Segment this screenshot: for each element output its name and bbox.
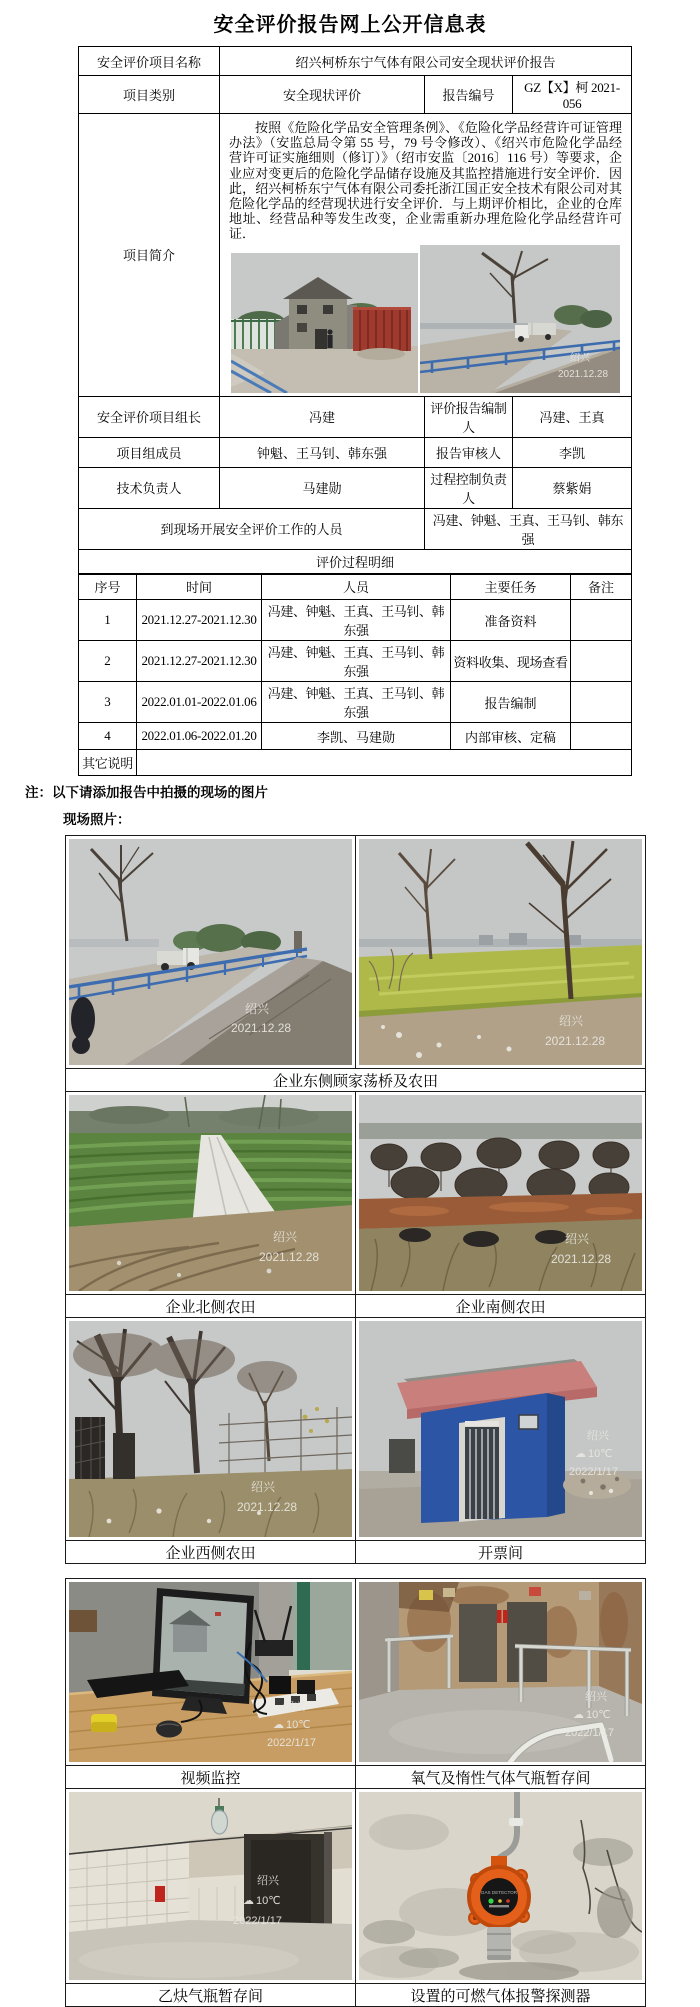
photo-video-monitoring xyxy=(69,1582,352,1762)
reviewer-label: 报告审核人 xyxy=(425,437,513,467)
cell-note xyxy=(571,641,632,682)
photo-cell xyxy=(356,836,646,1069)
process-ctrl-value: 蔡紫娟 xyxy=(513,467,632,508)
watermark-date: 2022/1/17 xyxy=(233,1915,282,1928)
compiler-label: 评价报告编制人 xyxy=(425,396,513,437)
intro-label: 项目简介 xyxy=(79,114,220,397)
col-people: 人员 xyxy=(262,574,451,600)
gallery-block-2 xyxy=(65,1578,646,2007)
category-label: 项目类别 xyxy=(79,76,220,114)
compiler-value: 冯建、王真 xyxy=(513,396,632,437)
site-staff-value: 冯建、钟魁、王真、王马钊、韩东强 xyxy=(425,508,632,549)
process-row xyxy=(79,723,632,750)
caption-oxygen: 氧气及惰性气体气瓶暂存间 xyxy=(356,1766,646,1789)
cell-task: 准备资料 xyxy=(451,600,571,641)
row-site-staff xyxy=(79,508,632,549)
photo-ticket-office xyxy=(359,1321,642,1537)
cell-note xyxy=(571,682,632,723)
photo-cell xyxy=(66,836,356,1069)
photo-cell xyxy=(356,1092,646,1295)
watermark-temp: 10℃ xyxy=(286,1719,311,1732)
watermark-city: 绍兴 xyxy=(570,352,591,364)
photo-east-field xyxy=(359,839,642,1065)
watermark-temp: 10℃ xyxy=(256,1895,281,1908)
process-row xyxy=(79,682,632,723)
watermark-date: 2022/1/17 xyxy=(569,1466,618,1479)
photo-gas-detector xyxy=(359,1792,642,1980)
watermark-city: 绍兴 xyxy=(245,1002,270,1017)
cell-no: 3 xyxy=(79,682,137,723)
photo-cell xyxy=(356,1579,646,1766)
caption-row xyxy=(66,1069,646,1092)
process-row xyxy=(79,600,632,641)
watermark-city: 绍兴 xyxy=(257,1875,279,1888)
row-leader xyxy=(79,396,632,437)
watermark-city: 绍兴 xyxy=(283,1701,305,1714)
tech-value: 马建勋 xyxy=(220,467,425,508)
watermark-date: 2022/1/17 xyxy=(565,1727,614,1740)
tech-label: 技术负责人 xyxy=(79,467,220,508)
cell-task: 报告编制 xyxy=(451,682,571,723)
col-task: 主要任务 xyxy=(451,574,571,600)
cell-note xyxy=(571,600,632,641)
report-no-value: GZ【X】柯 2021-056 xyxy=(513,76,632,114)
project-name-label: 安全评价项目名称 xyxy=(79,47,220,76)
cloud-icon: ☁ xyxy=(243,1895,254,1908)
category-value: 安全现状评价 xyxy=(220,76,425,114)
caption-west: 企业西侧农田 xyxy=(66,1541,356,1564)
watermark-weather xyxy=(273,1719,311,1731)
cell-people: 冯建、钟魁、王真、王马钊、韩东强 xyxy=(262,682,451,723)
members-value: 钟魁、王马钊、韩东强 xyxy=(220,437,425,467)
cell-time: 2021.12.27-2021.12.30 xyxy=(137,600,262,641)
photo-row xyxy=(66,1579,646,1766)
watermark-city: 绍兴 xyxy=(559,1014,584,1029)
process-header-row xyxy=(79,574,632,600)
row-project-name xyxy=(79,47,632,76)
watermark-temp: 10℃ xyxy=(586,1709,611,1722)
process-ctrl-label: 过程控制负责人 xyxy=(425,467,513,508)
cell-time: 2022.01.01-2022.01.06 xyxy=(137,682,262,723)
caption-row xyxy=(66,1541,646,1564)
watermark-date: 2021.12.28 xyxy=(259,1250,320,1265)
photo-cell xyxy=(356,1789,646,1984)
watermark-city: 绍兴 xyxy=(565,1232,590,1247)
photo-cell xyxy=(66,1092,356,1295)
photo-row xyxy=(66,1318,646,1541)
photo-row xyxy=(66,1789,646,1984)
watermark-city: 绍兴 xyxy=(587,1430,609,1443)
watermark-date: 2021.12.28 xyxy=(231,1021,292,1036)
caption-acetylene: 乙炔气瓶暂存间 xyxy=(66,1984,356,2007)
photo-north-field xyxy=(69,1095,352,1291)
photo-south-field xyxy=(359,1095,642,1291)
cell-time: 2021.12.27-2021.12.30 xyxy=(137,641,262,682)
caption-video: 视频监控 xyxy=(66,1766,356,1789)
process-table xyxy=(78,573,632,776)
cloud-icon: ☁ xyxy=(273,1719,284,1732)
row-intro xyxy=(79,114,632,397)
col-no: 序号 xyxy=(79,574,137,600)
intro-photos xyxy=(222,244,629,395)
other-label: 其它说明 xyxy=(79,750,137,776)
caption-row xyxy=(66,1766,646,1789)
process-row xyxy=(79,641,632,682)
photo-cell xyxy=(66,1318,356,1541)
reviewer-value: 李凯 xyxy=(513,437,632,467)
col-note: 备注 xyxy=(571,574,632,600)
row-other xyxy=(79,750,632,776)
gallery-block-1 xyxy=(65,835,646,1564)
photo-cell xyxy=(66,1579,356,1766)
cell-note xyxy=(571,723,632,750)
row-members xyxy=(79,437,632,467)
watermark-date: 2022/1/17 xyxy=(267,1737,316,1750)
watermark-temp: 10℃ xyxy=(588,1448,613,1461)
cell-time: 2022.01.06-2022.01.20 xyxy=(137,723,262,750)
photo-row xyxy=(66,836,646,1069)
leader-label: 安全评价项目组长 xyxy=(79,396,220,437)
cloud-icon: ☁ xyxy=(573,1709,584,1722)
cell-people: 冯建、钟魁、王真、王马钊、韩东强 xyxy=(262,600,451,641)
photo-oxygen-room xyxy=(359,1582,642,1762)
watermark-weather xyxy=(573,1709,611,1721)
cell-no: 2 xyxy=(79,641,137,682)
watermark-date: 2021.12.28 xyxy=(237,1500,298,1515)
caption-row xyxy=(66,1984,646,2007)
watermark-city: 绍兴 xyxy=(251,1480,276,1495)
caption-south: 企业南侧农田 xyxy=(356,1295,646,1318)
intro-cell xyxy=(220,114,632,397)
photo-cell xyxy=(356,1318,646,1541)
caption-ticket-office: 开票间 xyxy=(356,1541,646,1564)
info-table xyxy=(78,46,632,575)
photo-cell xyxy=(66,1789,356,1984)
cloud-icon: ☁ xyxy=(575,1448,586,1461)
watermark-date: 2021.12.28 xyxy=(545,1034,606,1049)
cell-no: 4 xyxy=(79,723,137,750)
other-value xyxy=(137,750,632,776)
intro-photo-house xyxy=(231,253,418,393)
cell-task: 内部审核、定稿 xyxy=(451,723,571,750)
page-title: 安全评价报告网上公开信息表 xyxy=(213,14,487,36)
watermark-date: 2021.12.28 xyxy=(551,1252,612,1267)
intro-text: 按照《危险化学品安全管理条例》、《危险化学品经营许可证管理办法》（安监总局令第 55 号，79 号令修改）、《绍兴市危险化学品经营许可证实施细则（修订）》（绍市安监〔2016〕116 号）等要求，企业应对变更后的危险化学品储存设施及其监控措施进行安全评价．因此，绍兴柯桥东宁气体有限公司委托浙江国正安全技术有限公司对其危险化学品的经营现状进行安全评价．与上期评价相比，企业的仓库地址、经营品种等发生改变，企业需重新办理危险化学品经营许可证． xyxy=(229,120,623,242)
cell-people: 李凯、马建勋 xyxy=(262,723,451,750)
row-category xyxy=(79,76,632,114)
photos-label: 现场照片： xyxy=(63,812,131,828)
row-process-title xyxy=(79,549,632,574)
leader-value: 冯建 xyxy=(220,396,425,437)
process-title: 评价过程明细 xyxy=(79,549,632,574)
watermark-weather xyxy=(243,1895,281,1907)
watermark-city: 绍兴 xyxy=(273,1230,298,1245)
cell-people: 冯建、钟魁、王真、王马钊、韩东强 xyxy=(262,641,451,682)
watermark-weather xyxy=(575,1448,613,1460)
col-time: 时间 xyxy=(137,574,262,600)
caption-east: 企业东侧顾家荡桥及农田 xyxy=(66,1069,646,1092)
members-label: 项目组成员 xyxy=(79,437,220,467)
cell-no: 1 xyxy=(79,600,137,641)
project-name-value: 绍兴柯桥东宁气体有限公司安全现状评价报告 xyxy=(220,47,632,76)
note-line: 注：以下请添加报告中拍摄的现场的图片 xyxy=(25,785,268,801)
watermark-city: 绍兴 xyxy=(585,1691,607,1704)
photo-east-bridge xyxy=(69,839,352,1065)
gas-detector-label: GAS DETECTOR xyxy=(480,1890,518,1896)
intro-photo-bridge xyxy=(420,245,620,393)
watermark-date: 2021.12.28 xyxy=(558,368,609,380)
site-staff-label: 到现场开展安全评价工作的人员 xyxy=(79,508,425,549)
photo-row xyxy=(66,1092,646,1295)
caption-detector: 设置的可燃气体报警探测器 xyxy=(356,1984,646,2007)
caption-row xyxy=(66,1295,646,1318)
report-no-label: 报告编号 xyxy=(425,76,513,114)
photo-acetylene-room xyxy=(69,1792,352,1980)
caption-north: 企业北侧农田 xyxy=(66,1295,356,1318)
photo-west-field xyxy=(69,1321,352,1537)
row-tech xyxy=(79,467,632,508)
cell-task: 资料收集、现场查看 xyxy=(451,641,571,682)
